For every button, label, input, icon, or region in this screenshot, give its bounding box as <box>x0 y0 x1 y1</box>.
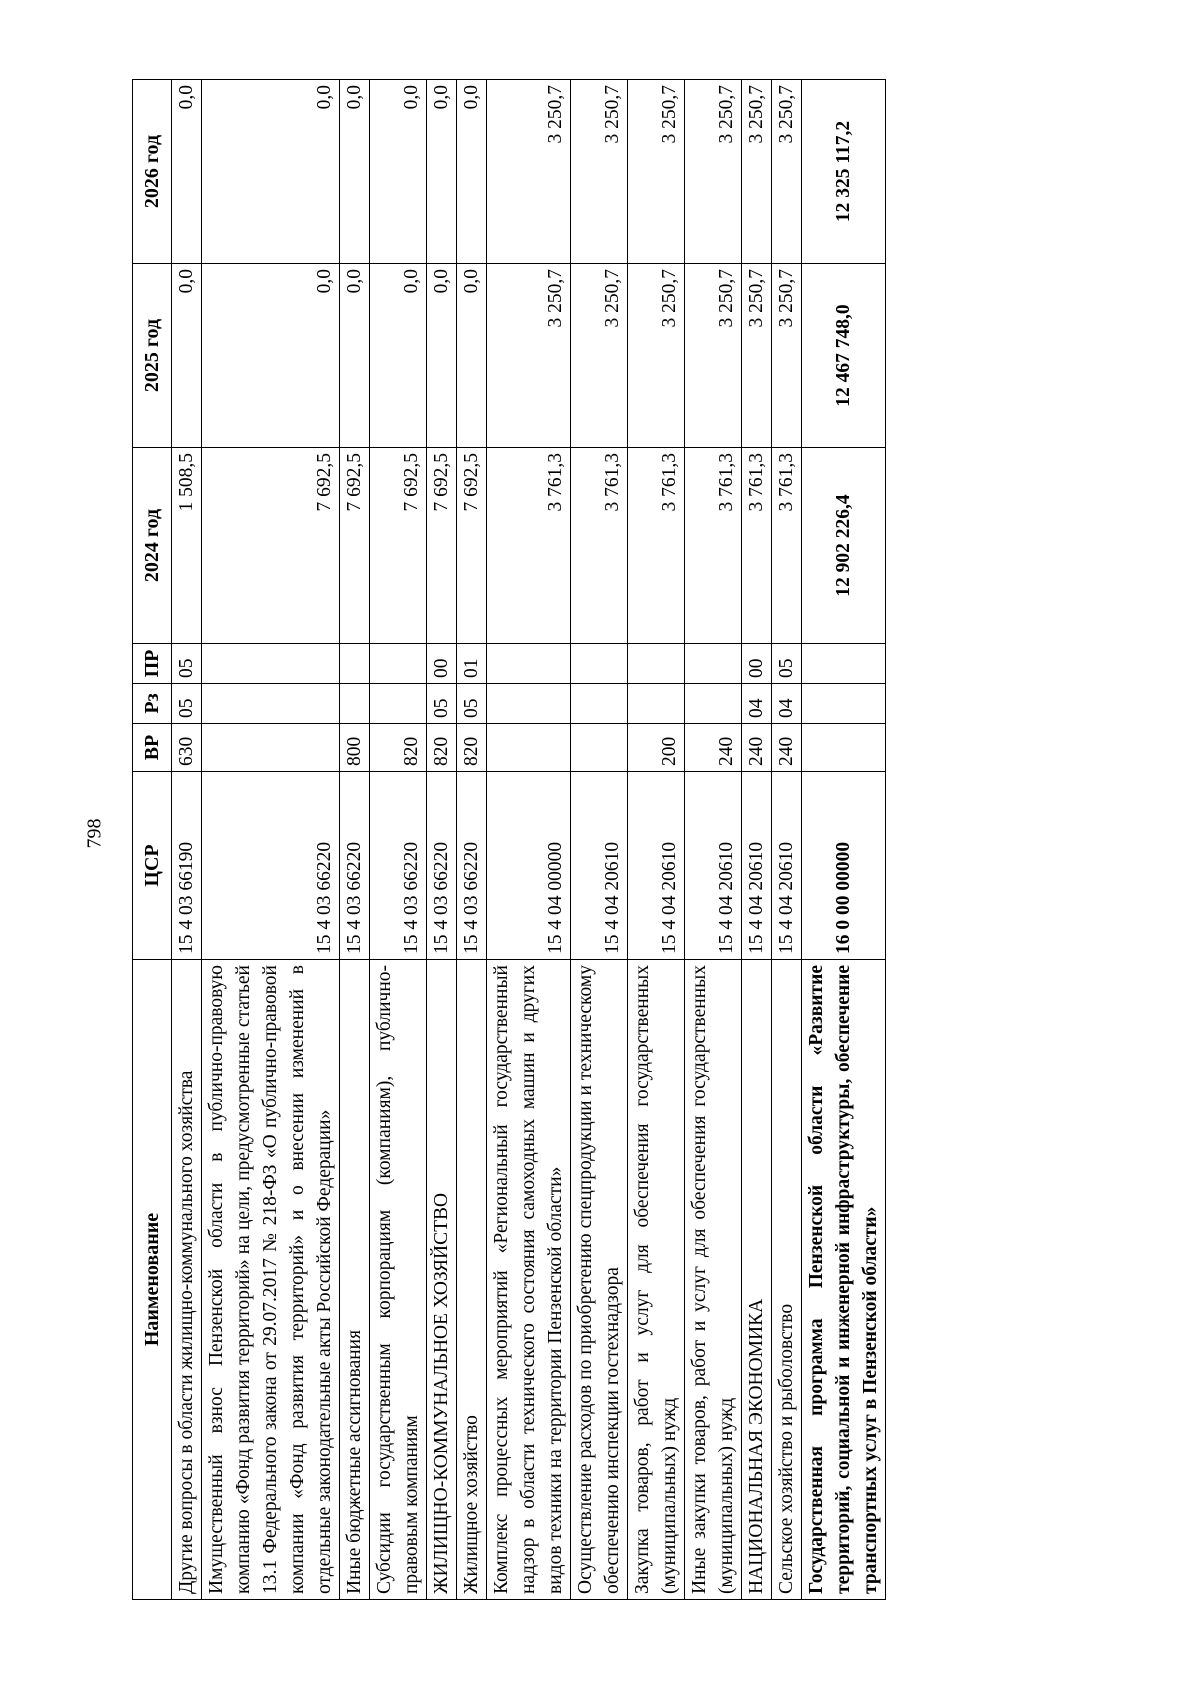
row-csr: 15 4 04 00000 <box>487 772 571 960</box>
row-2025: 0,0 <box>202 264 340 448</box>
row-name: Другие вопросы в области жилищно-коммунального хозяйства <box>172 960 202 1600</box>
row-vr <box>571 724 628 772</box>
row-vr: 820 <box>370 724 427 772</box>
row-2025: 0,0 <box>457 264 487 448</box>
row-name: ЖИЛИЩНО-КОММУНАЛЬНОЕ ХОЗЯЙСТВО <box>427 960 457 1600</box>
row-2026: 0,0 <box>427 80 457 264</box>
row-pr <box>571 644 628 684</box>
row-2024: 7 692,5 <box>202 448 340 644</box>
row-name: Закупка товаров, работ и услуг для обеспечения государственных (муниципальных) нужд <box>628 960 685 1600</box>
row-2024: 7 692,5 <box>457 448 487 644</box>
row-pr <box>487 644 571 684</box>
row-vr: 820 <box>427 724 457 772</box>
row-rz: 04 <box>772 684 802 724</box>
row-2025: 3 250,7 <box>685 264 742 448</box>
row-2025: 3 250,7 <box>742 264 772 448</box>
row-rz <box>685 684 742 724</box>
row-csr: 15 4 03 66190 <box>172 772 202 960</box>
table-body <box>172 80 886 1600</box>
header-vr: ВР <box>133 724 172 772</box>
row-csr: 16 0 00 00000 <box>802 772 886 960</box>
row-name: Иные закупки товаров, работ и услуг для обеспечения государственных (муниципальных) нужд <box>685 960 742 1600</box>
table-row <box>487 80 571 1600</box>
row-csr: 15 4 04 20610 <box>628 772 685 960</box>
header-name: Наименование <box>133 960 172 1600</box>
page-number: 798 <box>83 818 106 849</box>
row-2026: 3 250,7 <box>487 80 571 264</box>
row-2025: 3 250,7 <box>628 264 685 448</box>
row-2024: 3 761,3 <box>571 448 628 644</box>
row-2025: 12 467 748,0 <box>802 264 886 448</box>
row-2024: 3 761,3 <box>487 448 571 644</box>
row-2024: 3 761,3 <box>628 448 685 644</box>
row-csr: 15 4 03 66220 <box>427 772 457 960</box>
row-pr <box>685 644 742 684</box>
row-name: Сельское хозяйство и рыболовство <box>772 960 802 1600</box>
row-2026: 3 250,7 <box>772 80 802 264</box>
row-2024: 7 692,5 <box>427 448 457 644</box>
table-row <box>427 80 457 1600</box>
header-2024: 2024 год <box>133 448 172 644</box>
row-2026: 0,0 <box>457 80 487 264</box>
row-2024: 7 692,5 <box>340 448 370 644</box>
row-name: Осуществление расходов по приобретению спецпродукции и техническому обеспечению инспекции гостехнадзора <box>571 960 628 1600</box>
header-pr: ПР <box>133 644 172 684</box>
rotated-page <box>132 80 992 1600</box>
row-2026: 0,0 <box>370 80 427 264</box>
table-header-row <box>133 80 172 1600</box>
row-rz <box>370 684 427 724</box>
row-pr <box>370 644 427 684</box>
header-csr: ЦСР <box>133 772 172 960</box>
row-pr <box>340 644 370 684</box>
row-name: Имущественный взнос Пензенской области в публично-правовую компанию «Фонд развития территорий» на цели, предусмотренные статьей 13.1 Федерального закона от 29.07.2017 № 218-ФЗ «О публично-правовой компании «Фонд развития территорий» и о внесении изменений в отдельные законодательные акты Российской Федерации» <box>202 960 340 1600</box>
row-2025: 0,0 <box>172 264 202 448</box>
row-pr <box>802 644 886 684</box>
row-pr: 00 <box>742 644 772 684</box>
row-2025: 0,0 <box>427 264 457 448</box>
row-pr <box>202 644 340 684</box>
row-csr: 15 4 03 66220 <box>370 772 427 960</box>
row-rz <box>628 684 685 724</box>
row-name: Иные бюджетные ассигнования <box>340 960 370 1600</box>
row-2024: 3 761,3 <box>772 448 802 644</box>
table-row <box>628 80 685 1600</box>
row-pr: 05 <box>172 644 202 684</box>
row-2026: 0,0 <box>340 80 370 264</box>
row-csr: 15 4 03 66220 <box>202 772 340 960</box>
row-rz: 05 <box>172 684 202 724</box>
row-rz <box>487 684 571 724</box>
row-name: Субсидии государственным корпорациям (компаниям), публично-правовым компаниям <box>370 960 427 1600</box>
row-vr: 800 <box>340 724 370 772</box>
header-2026: 2026 год <box>133 80 172 264</box>
row-rz <box>571 684 628 724</box>
row-vr: 630 <box>172 724 202 772</box>
row-2026: 12 325 117,2 <box>802 80 886 264</box>
row-vr: 240 <box>772 724 802 772</box>
table-row <box>772 80 802 1600</box>
row-2025: 3 250,7 <box>571 264 628 448</box>
row-pr: 00 <box>427 644 457 684</box>
row-2026: 3 250,7 <box>742 80 772 264</box>
header-2025: 2025 год <box>133 264 172 448</box>
table-row <box>742 80 772 1600</box>
table-row <box>571 80 628 1600</box>
row-name: Жилищное хозяйство <box>457 960 487 1600</box>
row-2026: 3 250,7 <box>571 80 628 264</box>
row-rz: 05 <box>457 684 487 724</box>
row-csr: 15 4 04 20610 <box>685 772 742 960</box>
table-row <box>457 80 487 1600</box>
table-row <box>340 80 370 1600</box>
row-rz <box>202 684 340 724</box>
row-vr <box>487 724 571 772</box>
row-vr: 240 <box>685 724 742 772</box>
row-pr: 01 <box>457 644 487 684</box>
row-rz <box>802 684 886 724</box>
budget-table <box>132 79 886 1600</box>
row-2024: 3 761,3 <box>685 448 742 644</box>
row-csr: 15 4 04 20610 <box>571 772 628 960</box>
table-row <box>172 80 202 1600</box>
row-2024: 3 761,3 <box>742 448 772 644</box>
header-rz: Рз <box>133 684 172 724</box>
row-2024: 7 692,5 <box>370 448 427 644</box>
row-2026: 0,0 <box>172 80 202 264</box>
row-name: Государственная программа Пензенской области «Развитие территорий, социальной и инженерной инфраструктуры, обеспечение транспортных услуг в Пензенской области» <box>802 960 886 1600</box>
row-rz: 04 <box>742 684 772 724</box>
row-2025: 0,0 <box>370 264 427 448</box>
table-row <box>370 80 427 1600</box>
row-vr <box>202 724 340 772</box>
row-csr: 15 4 03 66220 <box>457 772 487 960</box>
row-2024: 12 902 226,4 <box>802 448 886 644</box>
table-row <box>685 80 742 1600</box>
row-csr: 15 4 04 20610 <box>772 772 802 960</box>
row-2025: 3 250,7 <box>487 264 571 448</box>
row-csr: 15 4 04 20610 <box>742 772 772 960</box>
row-2026: 0,0 <box>202 80 340 264</box>
row-2025: 0,0 <box>340 264 370 448</box>
row-vr: 200 <box>628 724 685 772</box>
row-2026: 3 250,7 <box>628 80 685 264</box>
row-2026: 3 250,7 <box>685 80 742 264</box>
row-pr <box>628 644 685 684</box>
row-2024: 1 508,5 <box>172 448 202 644</box>
row-csr: 15 4 03 66220 <box>340 772 370 960</box>
table-row <box>202 80 340 1600</box>
row-2025: 3 250,7 <box>772 264 802 448</box>
row-rz: 05 <box>427 684 457 724</box>
row-name: НАЦИОНАЛЬНАЯ ЭКОНОМИКА <box>742 960 772 1600</box>
table-row <box>802 80 886 1600</box>
row-vr: 820 <box>457 724 487 772</box>
row-name: Комплекс процессных мероприятий «Региональный государственный надзор в области технического состояния самоходных машин и других видов техники на территории Пензенской области» <box>487 960 571 1600</box>
row-vr <box>802 724 886 772</box>
row-pr: 05 <box>772 644 802 684</box>
row-vr: 240 <box>742 724 772 772</box>
row-rz <box>340 684 370 724</box>
